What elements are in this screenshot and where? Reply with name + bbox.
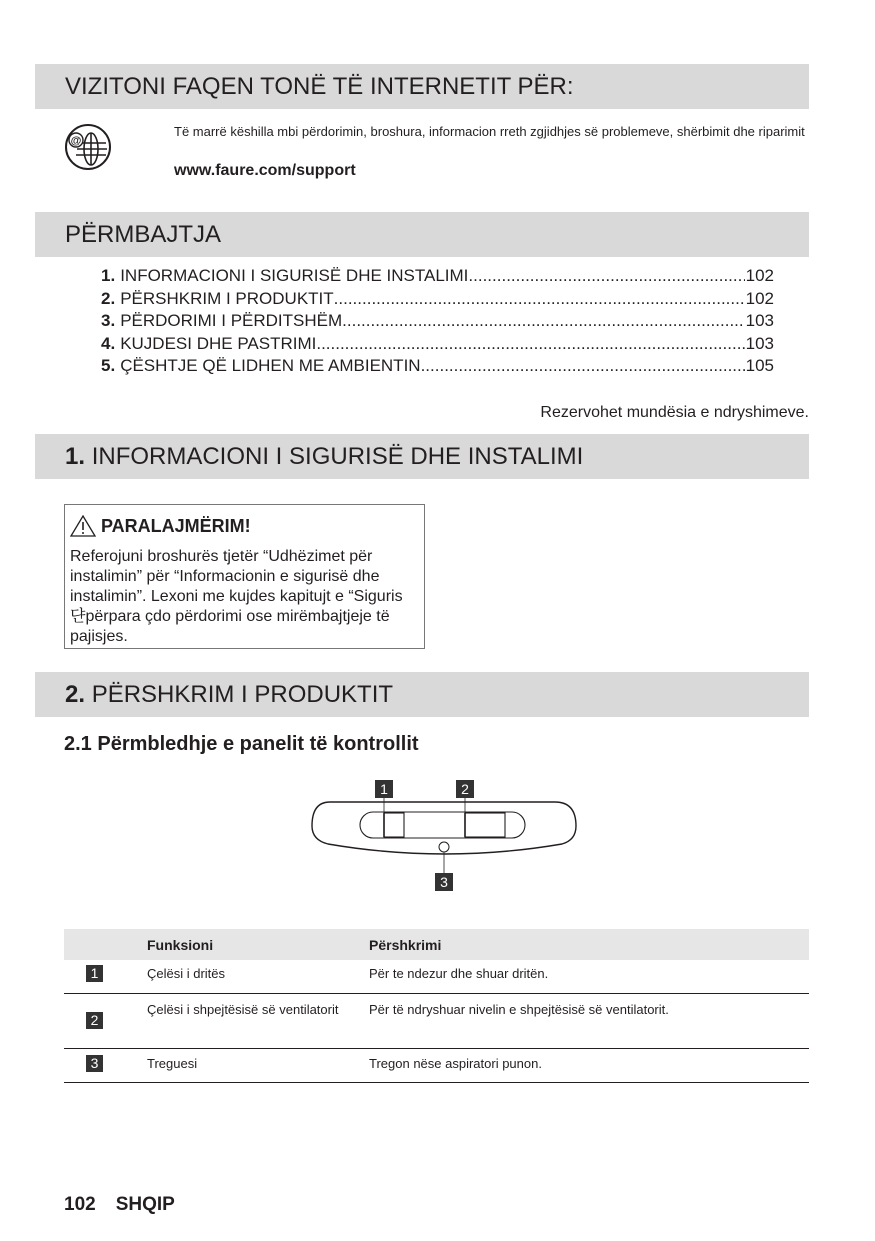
toc-item-number: 1. (101, 266, 116, 285)
warning-label: PARALAJMËRIM! (101, 515, 251, 536)
table-header-blank (64, 929, 147, 960)
warning-triangle-icon (70, 515, 96, 537)
row-description: Për te ndezur dhe shuar dritën. (369, 960, 809, 993)
toc-item-page: 102 (745, 266, 774, 285)
toc-item-title: INFORMACIONI I SIGURISË DHE INSTALIMI (120, 266, 469, 285)
toc-item-page: 102 (745, 288, 774, 308)
row-number-cell (64, 993, 147, 1048)
page-number: 102 (64, 1194, 96, 1215)
toc-leader (421, 355, 745, 378)
toc-item-title: PËRDORIMI I PËRDITSHËM (120, 311, 343, 330)
visit-website-heading: VIZITONI FAQEN TONË TË INTERNETIT PËR: (35, 64, 809, 109)
section-title: PËRSHKRIM I PRODUKTIT (91, 681, 394, 708)
section-number: 2. (65, 681, 86, 708)
toc-item-title: ÇËSHTJE QË LIDHEN ME AMBIENTIN (120, 356, 421, 375)
diagram-label-3: 3 (440, 874, 448, 890)
section-number: 1. (65, 443, 86, 470)
table-row (64, 993, 809, 1048)
toc-item-number: 2. (101, 288, 116, 308)
support-link[interactable]: www.faure.com/support (174, 162, 356, 179)
contents-heading: PËRMBAJTJA (35, 212, 809, 257)
toc-item-number: 4. (101, 333, 116, 353)
toc-item[interactable] (101, 288, 774, 311)
toc-item-number: 3. (101, 311, 116, 330)
warning-text: Referojuni broshurës tjetër “Udhëzimet për instalimin” për “Informacionin e sigurisë dhe instalimin”. Lexoni me kujdes kapitujt e “Siguris댠përpara çdo përdorimi ose mirëmbajtjeje të pajisjes. (70, 548, 403, 645)
row-number-badge: 1 (86, 965, 103, 982)
table-header-row (64, 929, 809, 960)
row-description: Për të ndryshuar nivelin e shpejtësisë së ventilatorit. (369, 993, 809, 1048)
warning-title (70, 513, 418, 539)
fan-switch (465, 813, 505, 837)
toc-item[interactable] (101, 265, 774, 288)
toc-item-page: 105 (745, 356, 774, 375)
toc-item-number: 5. (101, 356, 116, 375)
row-number-badge: 2 (86, 1012, 103, 1029)
section-2-heading (35, 672, 809, 717)
warning-box (64, 504, 425, 649)
table-row (64, 1048, 809, 1082)
table-header-description: Përshkrimi (369, 929, 809, 960)
control-panel-subheading: 2.1 Përmbledhje e panelit të kontrollit (64, 733, 419, 755)
reserve-rights-note: Rezervohet mundësia e ndryshimeve. (540, 404, 809, 421)
page-footer (64, 1194, 175, 1216)
toc-leader (468, 265, 744, 288)
panel-outline (312, 802, 576, 854)
diagram-label-1: 1 (380, 781, 388, 797)
visit-description: Të marrë këshilla mbi përdorimin, broshura, informacion rreth zgjidhjes së problemeve, shërbimit dhe riparimit (174, 124, 805, 139)
toc-item-page: 103 (745, 311, 774, 330)
globe-at-icon (64, 123, 112, 171)
table-header-function: Funksioni (147, 929, 369, 960)
row-description: Tregon nëse aspiratori punon. (369, 1048, 809, 1082)
row-number-badge: 3 (86, 1055, 103, 1072)
toc-item[interactable] (101, 333, 774, 356)
indicator-lamp (439, 842, 449, 852)
row-function: Treguesi (147, 1048, 369, 1082)
section-1-heading (35, 434, 809, 479)
toc-leader (334, 288, 745, 311)
language-label: SHQIP (115, 1194, 175, 1215)
control-panel-diagram (300, 776, 590, 896)
toc-leader (342, 310, 744, 333)
toc-item[interactable] (101, 355, 774, 378)
row-function: Çelësi i dritës (147, 960, 369, 993)
table-row (64, 960, 809, 993)
control-panel-table (64, 929, 809, 1083)
toc-item-title: PËRSHKRIM I PRODUKTIT (120, 288, 334, 308)
row-number-cell (64, 1048, 147, 1082)
toc-item[interactable] (101, 310, 774, 333)
toc-leader (316, 333, 744, 356)
toc-item-title: KUJDESI DHE PASTRIMI (120, 333, 317, 353)
table-of-contents (101, 265, 774, 378)
row-number-cell (64, 960, 147, 993)
toc-item-page: 103 (745, 333, 774, 353)
diagram-label-2: 2 (461, 781, 469, 797)
section-title: INFORMACIONI I SIGURISË DHE INSTALIMI (91, 443, 584, 470)
light-switch (384, 813, 404, 837)
svg-text:@: @ (70, 135, 82, 147)
row-function: Çelësi i shpejtësisë së ventilatorit (147, 993, 369, 1048)
